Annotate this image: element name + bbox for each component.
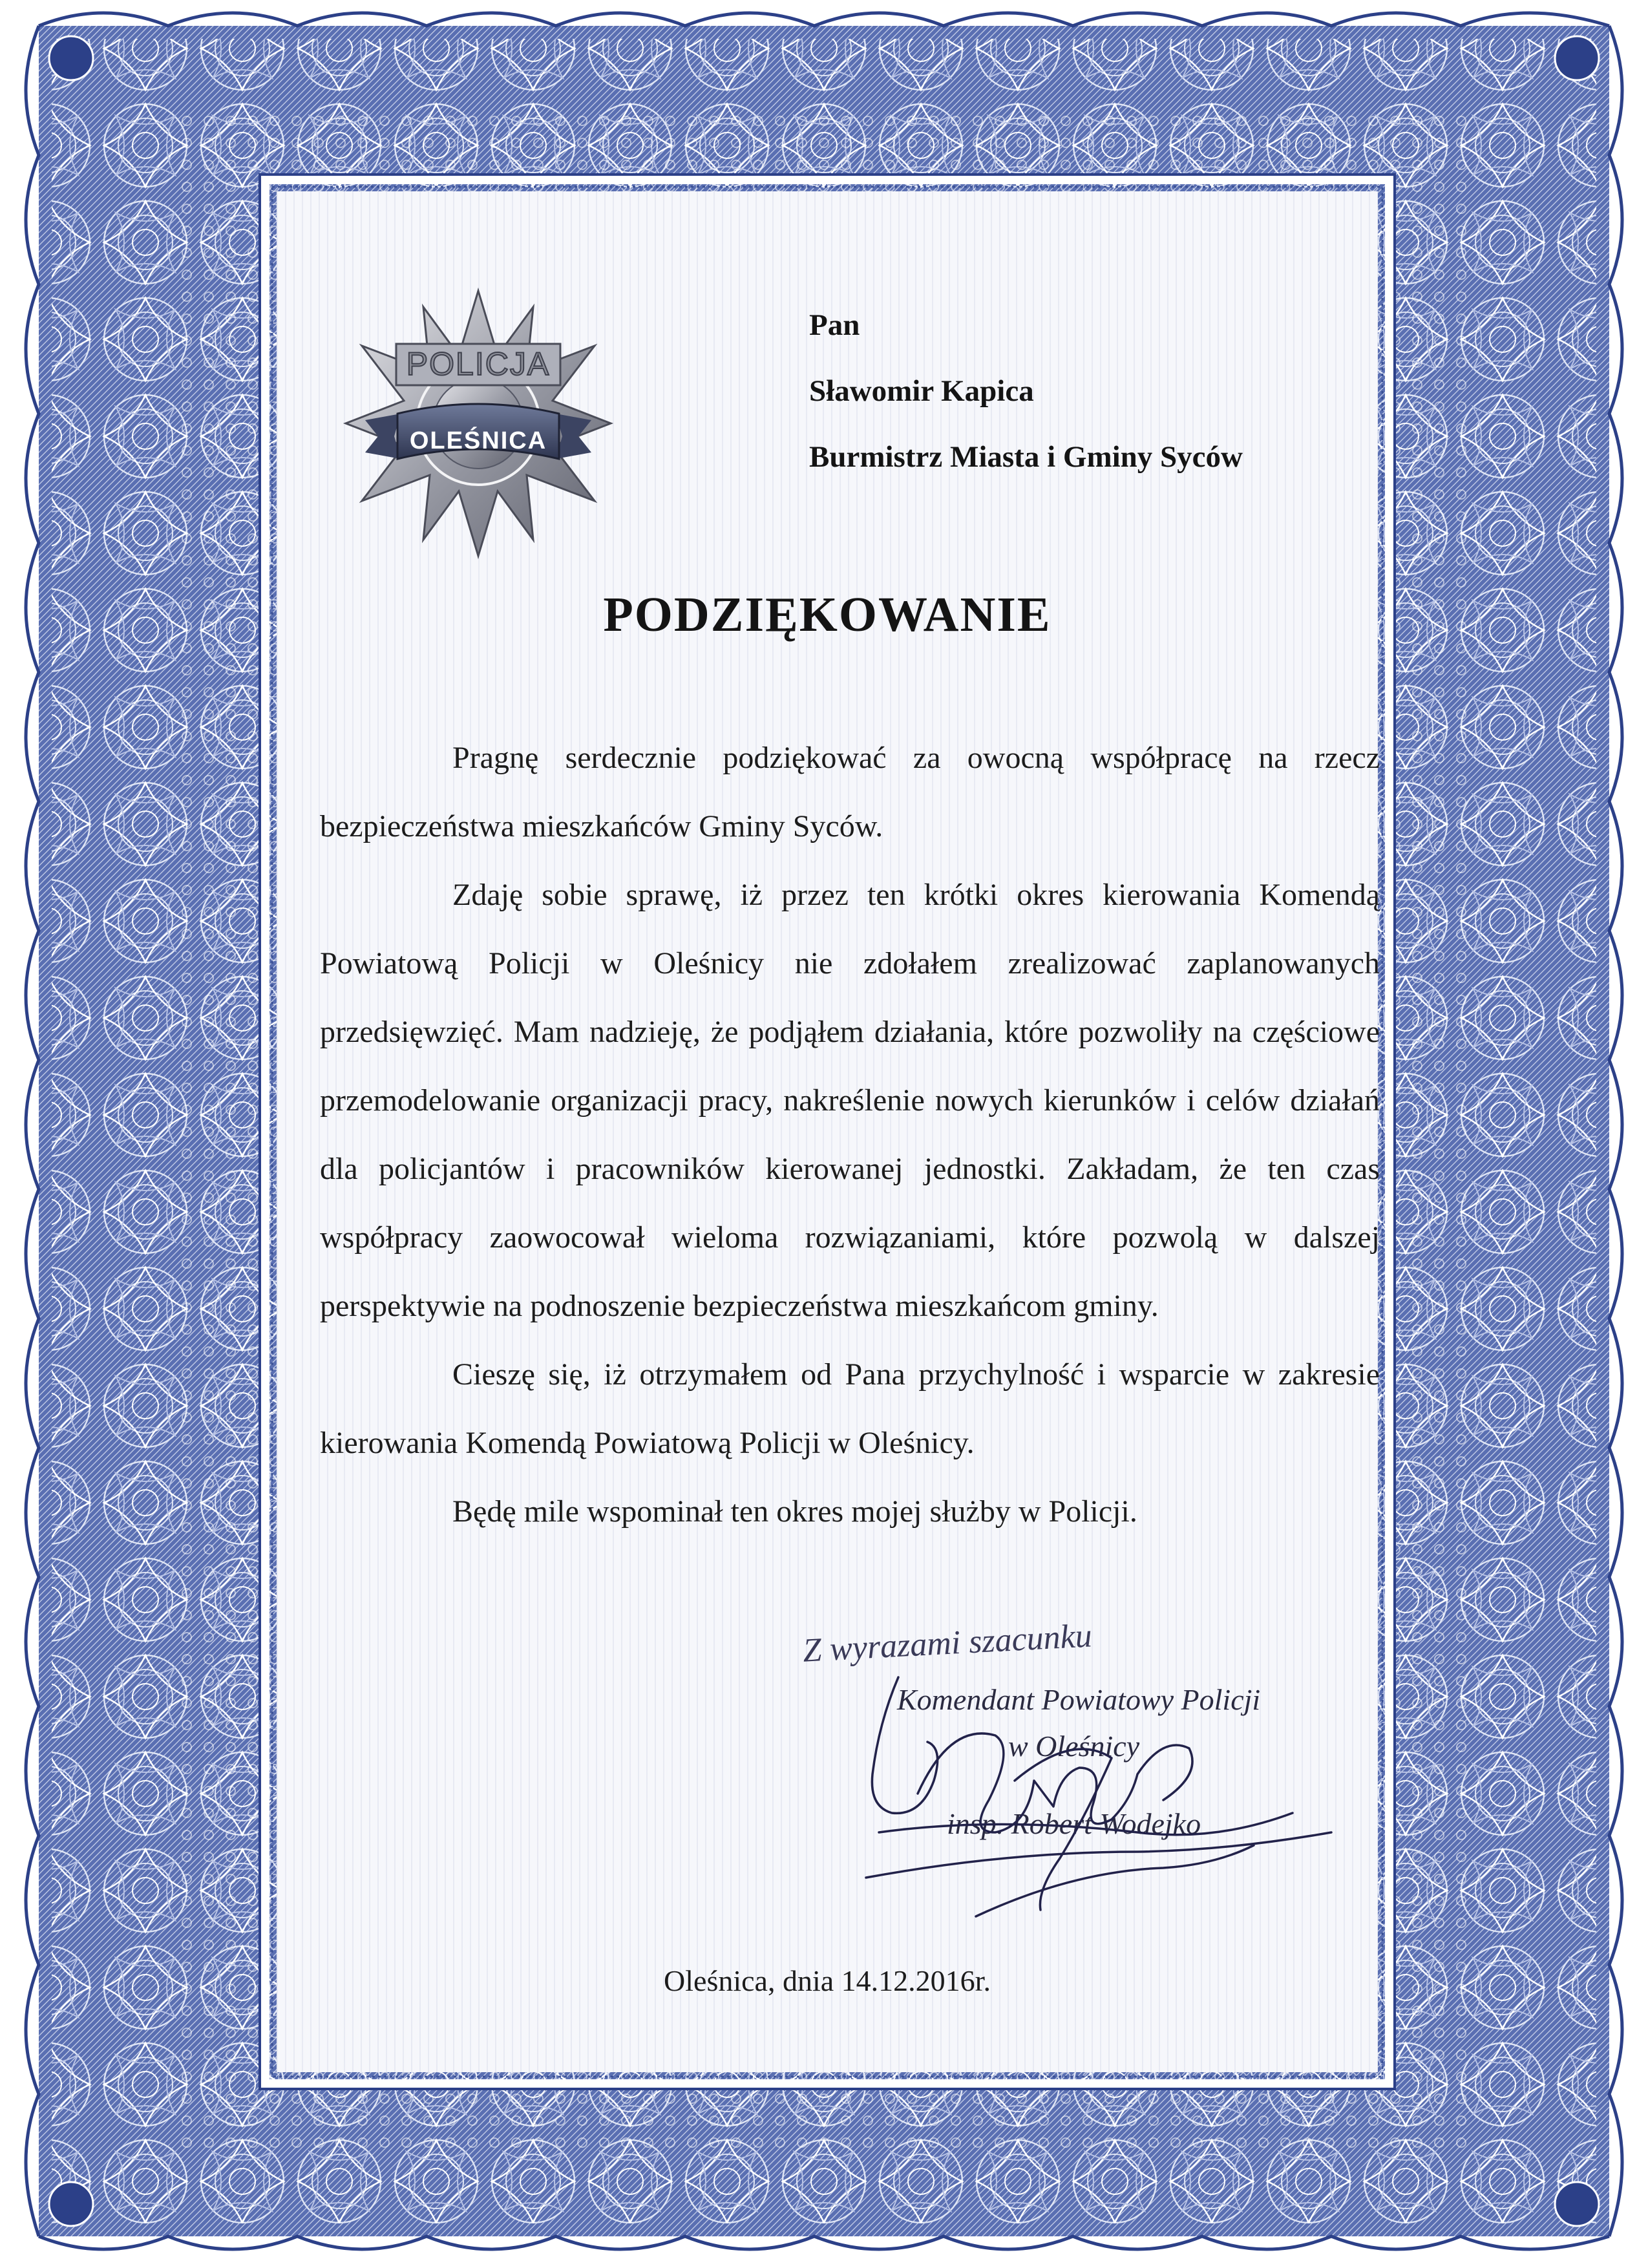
addressee-block <box>809 292 1243 490</box>
signatory-role-line2: w Oleśnicy <box>1008 1730 1140 1763</box>
signature-block <box>801 1619 1383 1942</box>
letter-body <box>320 724 1380 1546</box>
body-paragraph-3: Cieszę się, iż otrzymałem od Pana przychylność i wsparcie w zakresie kierowania Komendą Powiatową Policji w Oleśnicy. <box>320 1357 1380 1460</box>
addressee-name: Sławomir Kapica <box>809 374 1034 408</box>
badge-ribbon-text: OLEŚNICA <box>409 427 547 454</box>
body-paragraph-4: Będę mile wspominał ten okres mojej służby w Policji. <box>452 1494 1137 1529</box>
badge-top-text: POLICJA <box>406 346 551 382</box>
body-paragraph-1: Pragnę serdecznie podziękować za owocną współpracę na rzecz bezpieczeństwa mieszkańców Gminy Syców. <box>320 741 1380 843</box>
handwritten-signature <box>801 1619 1383 1942</box>
document-title: PODZIĘKOWANIE <box>603 588 1051 642</box>
addressee-position: Burmistrz Miasta i Gminy Syców <box>809 440 1243 474</box>
signatory-name: insp. Robert Wodejko <box>947 1807 1201 1840</box>
police-star-badge <box>339 284 617 562</box>
handwritten-note: Z wyrazami szacunku <box>801 1617 1093 1669</box>
place-and-date: Oleśnica, dnia 14.12.2016r. <box>664 1964 991 1997</box>
addressee-salutation: Pan <box>809 308 860 342</box>
body-paragraph-2: Zdaję sobie sprawę, iż przez ten krótki okres kierowania Komendą Powiatową Policji w Oleśnicy nie zdołałem zrealizować zaplanowanych przedsięwzięć. Mam nadzieję, że podjąłem działania, które pozwoliły na częściowe przemodelowanie organizacji pracy, nakreślenie nowych kierunków i celów działań dla policjantów i pracowników kierowanej jednostki. Zakładam, że ten czas współpracy zaowocował wieloma rozwiązaniami, które pozwolą w dalszej perspektywie na podnoszenie bezpieczeństwa mieszkańcom gminy. <box>320 878 1380 1323</box>
signatory-role-line1: Komendant Powiatowy Policji <box>897 1683 1261 1716</box>
